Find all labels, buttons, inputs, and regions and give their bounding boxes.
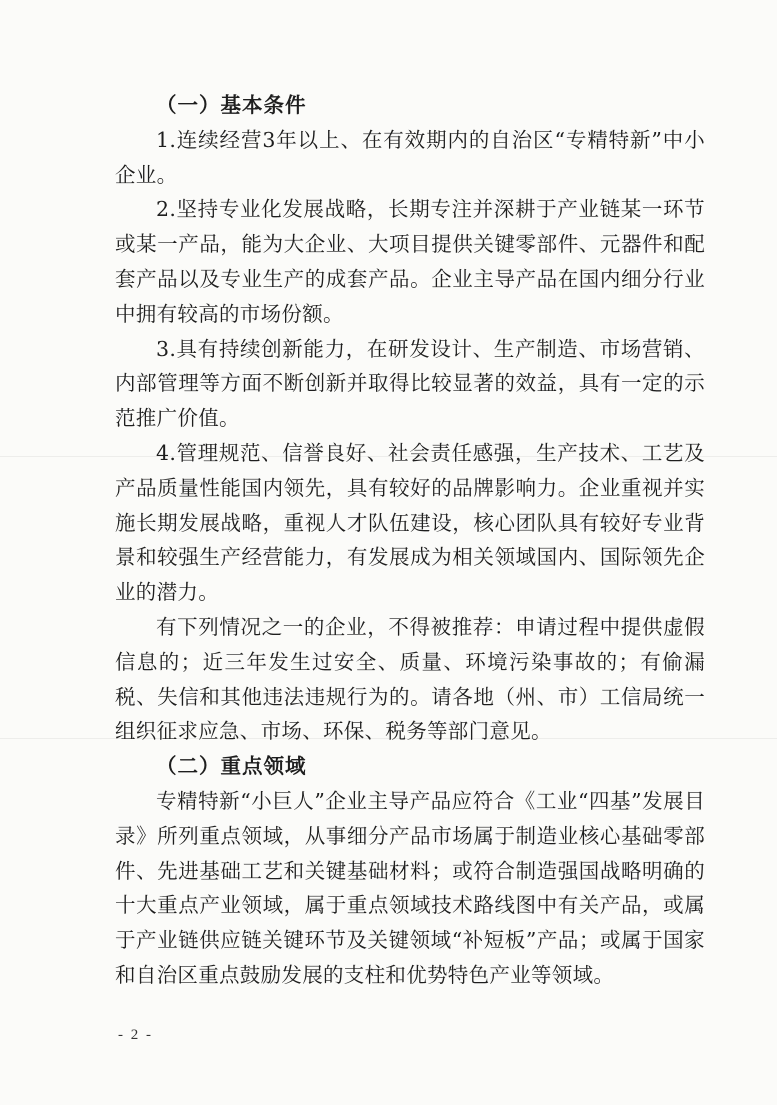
page-number: - 2 -	[118, 1027, 153, 1043]
section-heading-basic-conditions: （一）基本条件	[156, 93, 307, 117]
paragraph-condition-4: 4.管理规范、信誉良好、社会责任感强，生产技术、工艺及产品质量性能国内领先，具有较好的品牌影响力。企业重视并实施长期发展战略，重视人才队伍建设，核心团队具有较好专业背景和较强生产经营能力，有发展成为相关领域国内、国际领先企业的潜力。	[115, 440, 705, 605]
paragraph-exclusions: 有下列情况之一的企业，不得被推荐：申请过程中提供虚假信息的；近三年发生过安全、质量、环境污染事故的；有偷漏税、失信和其他违法违规行为的。请各地（州、市）工信局统一组织征求应急、市场、环保、税务等部门意见。	[115, 614, 705, 744]
paragraph-condition-1: 1.连续经营3年以上、在有效期内的自治区“专精特新”中小企业。	[115, 127, 705, 187]
document-body	[115, 88, 705, 993]
paragraph-key-areas: 专精特新“小巨人”企业主导产品应符合《工业“四基”发展目录》所列重点领域，从事细分产品市场属于制造业核心基础零部件、先进基础工艺和关键基础材料；或符合制造强国战略明确的十大重点产业领域，属于重点领域技术路线图中有关产品，或属于产业链供应链关键环节及关键领域“补短板”产品；或属于国家和自治区重点鼓励发展的支柱和优势特色产业等领域。	[115, 788, 705, 987]
section-heading-key-areas: （二）重点领域	[156, 754, 307, 779]
paragraph-condition-2: 2.坚持专业化发展战略，长期专注并深耕于产业链某一环节或某一产品，能为大企业、大项目提供关键零部件、元器件和配套产品以及专业生产的成套产品。企业主导产品在国内细分行业中拥有较高的市场份额。	[115, 197, 705, 326]
paragraph-condition-3: 3.具有持续创新能力，在研发设计、生产制造、市场营销、内部管理等方面不断创新并取得比较显著的效益，具有一定的示范推广价值。	[115, 336, 705, 431]
